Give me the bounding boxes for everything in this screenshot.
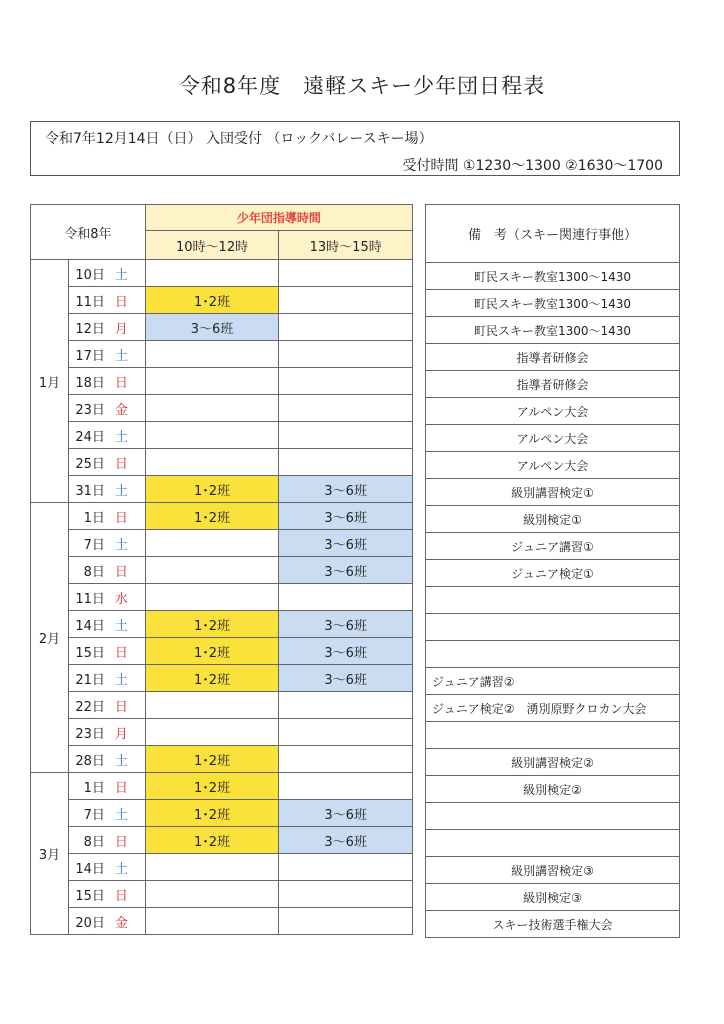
weekday: 土 <box>114 618 128 634</box>
slot2-cell <box>279 449 413 476</box>
note-cell: 指導者研修会 <box>426 344 680 371</box>
slot2-cell <box>279 719 413 746</box>
day-number: 14日 <box>75 861 105 877</box>
weekday: 日 <box>114 780 128 796</box>
notes-row <box>426 857 680 884</box>
slot1-cell: 1･2班 <box>145 800 279 827</box>
slot2-cell: 3～6班 <box>279 827 413 854</box>
note-cell: 町民スキー教室1300～1430 <box>426 263 680 290</box>
note-cell <box>426 722 680 749</box>
date-cell <box>68 746 145 773</box>
notes-row <box>426 479 680 506</box>
era-header: 令和8年 <box>31 205 146 260</box>
weekday: 土 <box>114 672 128 688</box>
note-cell <box>426 830 680 857</box>
day-number: 20日 <box>75 915 105 931</box>
schedule-row <box>31 476 413 503</box>
date-cell <box>68 773 145 800</box>
schedule-row <box>31 800 413 827</box>
slot2-cell <box>279 368 413 395</box>
notes-row <box>426 506 680 533</box>
note-cell: ジュニア講習② <box>426 668 680 695</box>
note-cell: 級別検定③ <box>426 884 680 911</box>
schedule-row <box>31 908 413 935</box>
slot2-cell <box>279 692 413 719</box>
schedule-row <box>31 638 413 665</box>
notes-row <box>426 533 680 560</box>
weekday: 土 <box>114 807 128 823</box>
slot1-cell <box>145 692 279 719</box>
month-label: 3月 <box>31 773 69 935</box>
note-cell: スキー技術選手権大会 <box>426 911 680 938</box>
day-number: 18日 <box>75 375 105 391</box>
slot2-cell <box>279 341 413 368</box>
schedule-row <box>31 368 413 395</box>
day-number: 10日 <box>75 267 105 283</box>
slot2-cell: 3～6班 <box>279 557 413 584</box>
note-cell: 町民スキー教室1300～1430 <box>426 317 680 344</box>
slot1-cell: 1･2班 <box>145 611 279 638</box>
notes-row <box>426 587 680 614</box>
weekday: 日 <box>114 564 128 580</box>
notes-header: 備 考（スキー関連行事他） <box>426 205 680 263</box>
day-number: 8日 <box>83 834 105 850</box>
notes-row <box>426 425 680 452</box>
date-cell <box>68 314 145 341</box>
slot2-cell: 3～6班 <box>279 665 413 692</box>
notes-row <box>426 263 680 290</box>
slot1-cell <box>145 368 279 395</box>
slot1-cell <box>145 881 279 908</box>
page-title: 令和8年度 遠軽スキー少年団日程表 <box>178 74 546 98</box>
slot1-header: 10時～12時 <box>145 231 279 260</box>
weekday: 土 <box>114 753 128 769</box>
slot1-cell <box>145 422 279 449</box>
day-number: 22日 <box>75 699 105 715</box>
note-cell <box>426 587 680 614</box>
day-number: 14日 <box>75 618 105 634</box>
date-cell <box>68 341 145 368</box>
schedule-row <box>31 881 413 908</box>
schedule-row <box>31 530 413 557</box>
weekday: 日 <box>114 375 128 391</box>
slot2-cell <box>279 854 413 881</box>
note-cell: ジュニア講習① <box>426 533 680 560</box>
notes-row <box>426 452 680 479</box>
note-cell: 町民スキー教室1300～1430 <box>426 290 680 317</box>
date-cell <box>68 665 145 692</box>
slot1-cell <box>145 395 279 422</box>
note-cell: 指導者研修会 <box>426 371 680 398</box>
day-number: 1日 <box>83 780 105 796</box>
registration-date: 令和7年12月14日（日） 入団受付 （ロックバレースキー場） <box>45 131 433 147</box>
notes-row <box>426 344 680 371</box>
slot2-cell: 3～6班 <box>279 476 413 503</box>
day-number: 28日 <box>75 753 105 769</box>
day-number: 12日 <box>75 321 105 337</box>
schedule-row <box>31 584 413 611</box>
notes-row <box>426 290 680 317</box>
note-cell: アルペン大会 <box>426 452 680 479</box>
date-cell <box>68 395 145 422</box>
weekday: 日 <box>114 834 128 850</box>
note-cell: アルペン大会 <box>426 398 680 425</box>
slot2-cell <box>279 773 413 800</box>
slot1-cell: 1･2班 <box>145 773 279 800</box>
schedule-row <box>31 854 413 881</box>
date-cell <box>68 908 145 935</box>
note-cell <box>426 641 680 668</box>
weekday: 水 <box>114 591 128 607</box>
schedule-row <box>31 314 413 341</box>
slot1-cell <box>145 557 279 584</box>
day-number: 8日 <box>83 564 105 580</box>
weekday: 日 <box>114 645 128 661</box>
date-cell <box>68 584 145 611</box>
notes-row <box>426 560 680 587</box>
date-cell <box>68 854 145 881</box>
day-number: 21日 <box>75 672 105 688</box>
slot2-header: 13時～15時 <box>279 231 413 260</box>
day-number: 24日 <box>75 429 105 445</box>
note-cell: 級別講習検定② <box>426 749 680 776</box>
date-cell <box>68 476 145 503</box>
slot2-cell: 3～6班 <box>279 638 413 665</box>
schedule-row <box>31 773 413 800</box>
slot1-cell: 3～6班 <box>145 314 279 341</box>
month-label: 2月 <box>31 503 69 773</box>
slot2-cell <box>279 584 413 611</box>
notes-row <box>426 722 680 749</box>
day-number: 7日 <box>83 537 105 553</box>
weekday: 月 <box>114 321 128 337</box>
date-cell <box>68 449 145 476</box>
date-cell <box>68 503 145 530</box>
note-cell: アルペン大会 <box>426 425 680 452</box>
notes-row <box>426 884 680 911</box>
weekday: 金 <box>114 402 128 418</box>
notes-row <box>426 911 680 938</box>
slot2-cell <box>279 395 413 422</box>
notes-row <box>426 614 680 641</box>
date-cell <box>68 800 145 827</box>
slot1-cell <box>145 854 279 881</box>
slot2-cell: 3～6班 <box>279 503 413 530</box>
schedule-row <box>31 287 413 314</box>
weekday: 土 <box>114 537 128 553</box>
note-cell: ジュニア検定② 湧別原野クロカン大会 <box>426 695 680 722</box>
slot1-cell <box>145 341 279 368</box>
date-cell <box>68 260 145 287</box>
day-number: 1日 <box>83 510 105 526</box>
note-cell: 級別検定① <box>426 506 680 533</box>
schedule-row <box>31 692 413 719</box>
date-cell <box>68 611 145 638</box>
schedule-row <box>31 449 413 476</box>
date-cell <box>68 557 145 584</box>
slot2-cell: 3～6班 <box>279 611 413 638</box>
date-cell <box>68 287 145 314</box>
note-cell <box>426 803 680 830</box>
notes-row <box>426 776 680 803</box>
slot2-cell <box>279 314 413 341</box>
date-cell <box>68 692 145 719</box>
slot2-cell: 3～6班 <box>279 530 413 557</box>
notes-row <box>426 668 680 695</box>
slot1-cell <box>145 908 279 935</box>
notes-row <box>426 641 680 668</box>
slot1-cell <box>145 584 279 611</box>
schedule-row <box>31 719 413 746</box>
note-cell: ジュニア検定① <box>426 560 680 587</box>
notes-row <box>426 830 680 857</box>
slot2-cell <box>279 746 413 773</box>
notes-row <box>426 749 680 776</box>
date-cell <box>68 881 145 908</box>
day-number: 11日 <box>75 591 105 607</box>
schedule-table <box>30 204 413 935</box>
day-number: 15日 <box>75 888 105 904</box>
note-cell: 級別講習検定① <box>426 479 680 506</box>
schedule-row <box>31 827 413 854</box>
weekday: 日 <box>114 699 128 715</box>
day-number: 23日 <box>75 402 105 418</box>
registration-times: 受付時間 ①1230～1300 ②1630～1700 <box>402 158 663 174</box>
slot2-cell <box>279 881 413 908</box>
schedule-row <box>31 422 413 449</box>
slot2-cell <box>279 260 413 287</box>
notes-row <box>426 695 680 722</box>
note-cell <box>426 614 680 641</box>
weekday: 土 <box>114 348 128 364</box>
slot1-cell: 1･2班 <box>145 665 279 692</box>
weekday: 日 <box>114 294 128 310</box>
date-cell <box>68 422 145 449</box>
registration-notice <box>30 121 680 176</box>
schedule-row <box>31 341 413 368</box>
slot1-cell <box>145 449 279 476</box>
weekday: 土 <box>114 429 128 445</box>
schedule-row <box>31 395 413 422</box>
slot1-cell <box>145 719 279 746</box>
slot1-cell: 1･2班 <box>145 287 279 314</box>
slot2-cell <box>279 908 413 935</box>
day-number: 11日 <box>75 294 105 310</box>
slot2-cell: 3～6班 <box>279 800 413 827</box>
slot1-cell <box>145 530 279 557</box>
coaching-time-header: 少年団指導時間 <box>145 205 412 231</box>
schedule-row <box>31 503 413 530</box>
slot1-cell: 1･2班 <box>145 476 279 503</box>
weekday: 日 <box>114 510 128 526</box>
slot1-cell: 1･2班 <box>145 827 279 854</box>
note-cell: 級別講習検定③ <box>426 857 680 884</box>
schedule-row <box>31 260 413 287</box>
schedule-row <box>31 746 413 773</box>
day-number: 17日 <box>75 348 105 364</box>
weekday: 土 <box>114 267 128 283</box>
day-number: 15日 <box>75 645 105 661</box>
day-number: 23日 <box>75 726 105 742</box>
notes-row <box>426 398 680 425</box>
slot1-cell: 1･2班 <box>145 638 279 665</box>
date-cell <box>68 530 145 557</box>
weekday: 月 <box>114 726 128 742</box>
weekday: 金 <box>114 915 128 931</box>
date-cell <box>68 827 145 854</box>
notes-row <box>426 803 680 830</box>
slot1-cell: 1･2班 <box>145 503 279 530</box>
notes-table <box>425 204 680 938</box>
schedule-row <box>31 557 413 584</box>
slot2-cell <box>279 422 413 449</box>
slot2-cell <box>279 287 413 314</box>
schedule-row <box>31 665 413 692</box>
weekday: 日 <box>114 456 128 472</box>
slot1-cell <box>145 260 279 287</box>
date-cell <box>68 638 145 665</box>
day-number: 31日 <box>75 483 105 499</box>
notes-row <box>426 371 680 398</box>
day-number: 7日 <box>83 807 105 823</box>
date-cell <box>68 719 145 746</box>
date-cell <box>68 368 145 395</box>
weekday: 日 <box>114 888 128 904</box>
slot1-cell: 1･2班 <box>145 746 279 773</box>
month-label: 1月 <box>31 260 69 503</box>
weekday: 土 <box>114 861 128 877</box>
day-number: 25日 <box>75 456 105 472</box>
weekday: 土 <box>114 483 128 499</box>
schedule-row <box>31 611 413 638</box>
note-cell: 級別検定② <box>426 776 680 803</box>
notes-row <box>426 317 680 344</box>
